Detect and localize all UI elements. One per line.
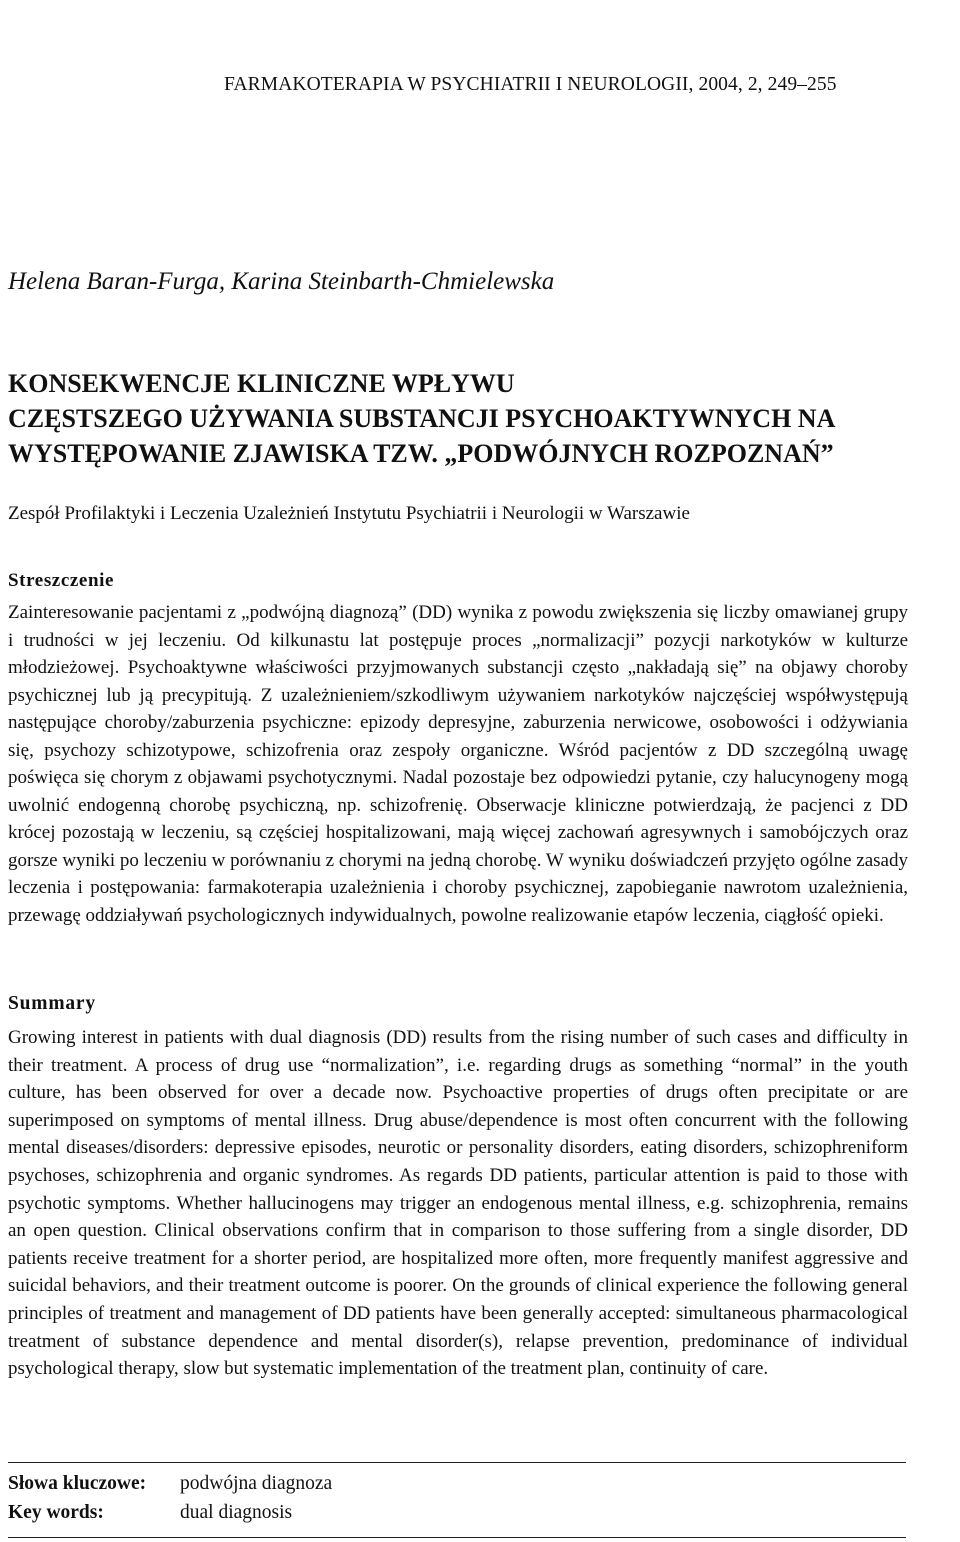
journal-header: FARMAKOTERAPIA W PSYCHIATRII I NEUROLOGII, 2004, 2, 249–255 [224,74,837,95]
keywords-top-divider [8,1462,906,1463]
article-title [8,366,958,471]
keywords-en-row [8,1502,292,1524]
title-line-2: CZĘSTSZEGO UŻYWANIA SUBSTANCJI PSYCHOAKTYWNYCH NA [8,404,836,433]
abstract-pl-text: Zainteresowanie pacjentami z „podwójną diagnozą” (DD) wynika z powodu zwiększenia się liczby omawianej grupy i trudności w jej leczeniu. Od kilkunastu lat postępuje proces „normalizacji” pozycji narkotyków w kulturze młodzieżowej. Psychoaktywne właściwości przyjmowanych substancji często „nakładają się” na objawy choroby psychicznej lub ją precypitują. Z uzależnieniem/szkodliwym używaniem narkotyków najczęściej współwystępują następujące choroby/zaburzenia psychiczne: epizody depresyjne, zaburzenia nerwicowe, osobowości i odżywiania się, psychozy schizotypowe, schizofrenia oraz zespoły organiczne. Wśród pacjentów z DD szczególną uwagę poświęca się chorym z objawami psychotycznymi. Nadal pozostaje bez odpowiedzi pytanie, czy halucynogeny mogą uwolnić endogenną chorobę psychiczną, np. schizofrenię. Obserwacje kliniczne potwierdzają, że pacjenci z DD krócej pozostają w leczeniu, są częściej hospitalizowani, mają więcej zachowań agresywnych i samobójczych oraz gorsze wyniki po leczeniu w porównaniu z chorymi na jedną chorobę. W wyniku doświadczeń przyjęto ogólne zasady leczenia i postępowania: farmakoterapia uzależnienia i choroby psychicznej, zapobieganie nawrotom uzależnienia, przewagę oddziaływań psychologicznych indywidualnych, powolne realizowanie etapów leczenia, ciągłość opieki. [8,602,908,926]
abstract-en-text: Growing interest in patients with dual diagnosis (DD) results from the rising number of such cases and difficulty in their treatment. A process of drug use “normalization”, i.e. regarding drugs as something “normal” in the youth culture, has been observed for over a decade now. Psychoactive properties of drugs often precipitate or are superimposed on symptoms of mental illness. Drug abuse/dependence is most often concurrent with the following mental diseases/disorders: depressive episodes, neurotic or personality disorders, eating disorders, schizophreniform psychoses, schizophrenia and organic syndromes. As regards DD patients, particular attention is paid to those with psychotic symptoms. Whether hallucinogens may trigger an endogenous mental illness, e.g. schizophrenia, remains an open question. Clinical observations confirm that in comparison to those suffering from a single disorder, DD patients receive treatment for a shorter period, are hospitalized more often, more frequently manifest aggressive and suicidal behaviors, and their treatment outcome is poorer. On the grounds of clinical experience the following general principles of treatment and management of DD patients have been generally accepted: simultaneous pharmacological treatment of substance dependence and mental disorder(s), relapse prevention, predominance of individual psychological therapy, slow but systematic implementation of the treatment plan, continuity of care. [8,1027,908,1380]
title-line-1: KONSEKWENCJE KLINICZNE WPŁYWU [8,369,515,398]
keywords-en-value: dual diagnosis [180,1502,293,1523]
authors: Helena Baran-Furga, Karina Steinbarth-Chmielewska [8,268,555,295]
title-line-3: WYSTĘPOWANIE ZJAWISKA TZW. „PODWÓJNYCH ROZPOZNAŃ” [8,439,834,468]
abstract-en-heading: Summary [8,993,96,1014]
keywords-pl-row [8,1473,332,1495]
keywords-pl-label: Słowa kluczowe: [8,1473,147,1494]
keywords-bottom-divider [8,1537,906,1538]
keywords-pl-value: podwójna diagnoza [180,1473,333,1494]
abstract-pl-heading: Streszczenie [8,570,115,591]
keywords-en-label: Key words: [8,1502,104,1523]
affiliation: Zespół Profilaktyki i Leczenia Uzależnień Instytutu Psychiatrii i Neurologii w Warszawie [8,503,690,524]
